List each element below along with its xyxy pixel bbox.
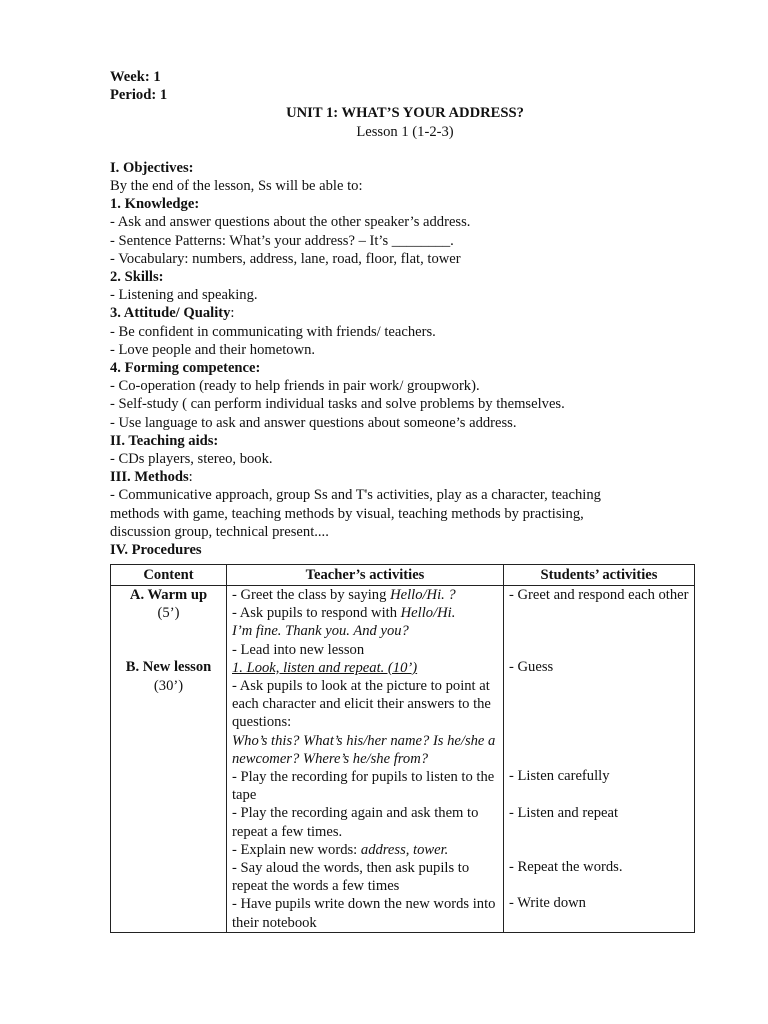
teacher-step-text: - Greet the class by saying bbox=[232, 587, 391, 603]
teacher-activities-cell bbox=[227, 586, 504, 933]
warmup-time: (5’) bbox=[157, 605, 180, 622]
student-step: - Guess bbox=[509, 659, 554, 676]
newlesson-time: (30’) bbox=[153, 677, 184, 694]
knowledge-heading: 1. Knowledge: bbox=[110, 196, 200, 213]
column-header-content: Content bbox=[111, 565, 227, 586]
teacher-step: - Lead into new lesson bbox=[232, 641, 365, 658]
lesson-plan-document bbox=[110, 68, 700, 559]
attitude-heading-text: 3. Attitude/ Quality bbox=[110, 305, 231, 322]
attitude-heading-colon: : bbox=[230, 305, 235, 322]
competence-item: - Self-study ( can perform individual tasks and solve problems by themselves. bbox=[110, 396, 565, 413]
warmup-label: A. Warm up bbox=[129, 587, 208, 603]
student-step: - Listen carefully bbox=[509, 768, 610, 785]
teacher-step: - Have pupils write down the new words into their notebook bbox=[232, 896, 496, 931]
knowledge-item: - Sentence Patterns: What’s your address? – It’s ________. bbox=[110, 232, 454, 249]
teacher-step bbox=[232, 604, 498, 622]
teacher-step bbox=[232, 586, 498, 604]
teacher-step: - Say aloud the words, then ask pupils to repeat the words a few times bbox=[232, 860, 470, 895]
student-activities-cell bbox=[504, 586, 695, 933]
attitude-heading bbox=[110, 304, 700, 322]
teacher-step-italic: Hello/Hi. ? bbox=[390, 587, 456, 603]
teacher-step-italic: address, tower. bbox=[360, 841, 449, 858]
week-label: Week: 1 bbox=[110, 69, 161, 85]
methods-line: methods with game, teaching methods by visual, teaching methods by practising, bbox=[110, 505, 584, 522]
competence-item: - Co-operation (ready to help friends in pair work/ groupwork). bbox=[110, 378, 480, 395]
methods-heading-text: III. Methods bbox=[110, 469, 189, 486]
procedures-table bbox=[110, 564, 695, 933]
knowledge-item: - Vocabulary: numbers, address, lane, road, floor, flat, tower bbox=[110, 250, 461, 267]
teacher-step-text: - Ask pupils to respond with bbox=[232, 605, 401, 622]
teacher-step-italic: Hello/Hi. bbox=[400, 605, 456, 622]
table-header-row bbox=[111, 565, 695, 586]
column-header-students: Students’ activities bbox=[504, 565, 695, 586]
skills-item: - Listening and speaking. bbox=[110, 287, 258, 304]
student-step: - Repeat the words. bbox=[509, 858, 623, 875]
knowledge-item: - Ask and answer questions about the other speaker’s address. bbox=[110, 214, 471, 231]
teacher-step-italic-line: I’m fine. Thank you. And you? bbox=[232, 623, 409, 640]
activity-heading: 1. Look, listen and repeat. (10’) bbox=[232, 659, 418, 676]
unit-title: UNIT 1: WHAT’S YOUR ADDRESS? bbox=[286, 105, 524, 122]
newlesson-label: B. New lesson bbox=[125, 659, 212, 676]
teacher-step bbox=[232, 841, 498, 859]
objectives-heading: I. Objectives: bbox=[110, 159, 194, 176]
methods-heading-colon: : bbox=[188, 469, 193, 486]
content-cell bbox=[111, 586, 227, 933]
table-row bbox=[111, 586, 695, 933]
skills-heading: 2. Skills: bbox=[110, 269, 164, 286]
teaching-aids-heading: II. Teaching aids: bbox=[110, 432, 219, 449]
student-step: - Write down bbox=[509, 895, 586, 912]
period-label: Period: 1 bbox=[110, 87, 168, 104]
questions-text: Who’s this? What’s his/her name? Is he/she a newcomer? Where’s he/she from? bbox=[232, 732, 496, 767]
methods-line: - Communicative approach, group Ss and T's activities, play as a character, teaching bbox=[110, 487, 601, 504]
procedures-heading: IV. Procedures bbox=[110, 542, 202, 559]
column-header-teacher: Teacher’s activities bbox=[227, 565, 504, 586]
methods-heading bbox=[110, 468, 700, 486]
teacher-step: - Play the recording for pupils to listen to the tape bbox=[232, 769, 495, 804]
teacher-step: - Play the recording again and ask them to repeat a few times. bbox=[232, 805, 479, 840]
teacher-step-text: - Explain new words: bbox=[232, 841, 361, 858]
attitude-item: - Love people and their hometown. bbox=[110, 341, 316, 358]
teaching-aids-item: - CDs players, stereo, book. bbox=[110, 451, 273, 468]
student-step: - Listen and repeat bbox=[509, 804, 618, 821]
objectives-intro: By the end of the lesson, Ss will be able to: bbox=[110, 178, 363, 195]
attitude-item: - Be confident in communicating with friends/ teachers. bbox=[110, 323, 436, 340]
student-step: - Greet and respond each other bbox=[509, 587, 689, 603]
teacher-step: - Ask pupils to look at the picture to point at each character and elicit their answers to the questions: bbox=[232, 678, 491, 731]
methods-line: discussion group, technical present.... bbox=[110, 523, 329, 540]
lesson-subtitle: Lesson 1 (1-2-3) bbox=[356, 123, 454, 140]
competence-item: - Use language to ask and answer questions about someone’s address. bbox=[110, 414, 517, 431]
competence-heading: 4. Forming competence: bbox=[110, 360, 261, 377]
